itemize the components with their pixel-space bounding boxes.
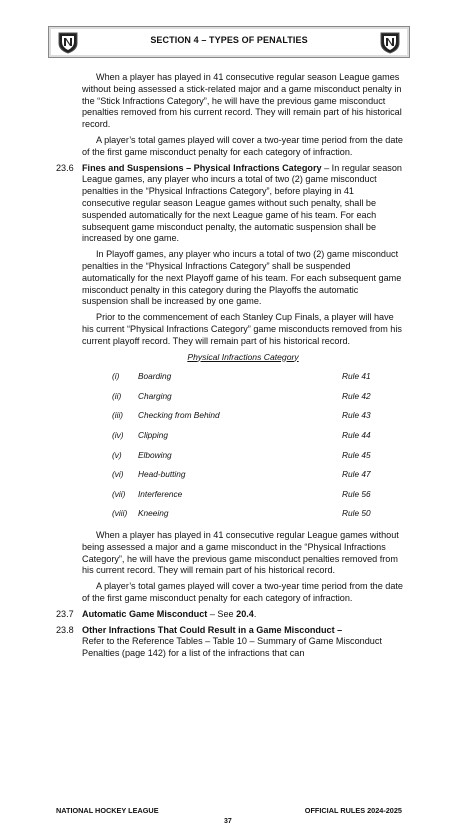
section-header: [48, 26, 410, 58]
section-23-8: [56, 625, 404, 660]
rule-reference: Rule 41: [342, 371, 371, 382]
rule-name: Elbowing: [138, 449, 172, 460]
page-number: 37: [224, 818, 232, 825]
section-number: 23.8: [56, 624, 74, 635]
rule-numeral: (i): [112, 371, 120, 382]
section-intro: In regular season League games, any player who incurs a total of two (2) game misconduct penalties in the “Physical Infractions Category”, before playing in 41 consecutive regular season League games without such penalty, shall be suspended automatically for the next League game of his team. For each subsequent game misconduct penalty, the automatic suspension shall be increased by one game.: [82, 162, 402, 244]
paragraph: In Playoff games, any player who incurs a total of two (2) game misconduct penalties in the “Physical Infractions Category” shall be suspended automatically for the next Playoff game of his team. For each subsequent game misconduct penalty in this category during the Playoffs the automatic suspension shall be increased by one game.: [82, 249, 402, 307]
rule-numeral: (iv): [112, 430, 124, 440]
category-title: Physical Infractions Category: [187, 351, 299, 362]
section-title: Automatic Game Misconduct: [82, 608, 208, 619]
section-title: Fines and Suspensions – Physical Infractions Category: [82, 162, 322, 173]
rule-reference: Rule 42: [342, 390, 371, 401]
rule-name: Boarding: [138, 371, 172, 382]
section-text: Refer to the Reference Tables – Table 10 – Summary of Game Misconduct Penalties (page 142) for a list of the infractions that can: [82, 636, 382, 659]
page-content: [56, 72, 404, 664]
rule-numeral: (vii): [112, 488, 126, 499]
rule-name: Head-butting: [138, 469, 186, 480]
rule-item: [112, 426, 382, 446]
rule-list: [112, 367, 382, 524]
nhl-shield-icon: [379, 30, 401, 54]
rule-reference: Rule 45: [342, 449, 371, 460]
rule-reference: Rule 43: [342, 410, 371, 421]
paragraph: A player’s total games played will cover a two-year time period from the date of the first game misconduct penalty for each category of infraction.: [82, 134, 403, 157]
cross-reference: 20.4: [236, 608, 254, 619]
rule-numeral: (viii): [112, 508, 128, 519]
rule-name: Clipping: [138, 430, 168, 440]
rule-item: [112, 387, 382, 407]
title-dash: –: [321, 162, 332, 173]
section-number: 23.6: [56, 162, 74, 173]
rule-item: [112, 465, 382, 485]
paragraph: When a player has played in 41 consecutive regular season League games without being assessed a stick-related major and a game misconduct penalty in the “Stick Infractions Category”, he will have the previous game misconduct penalties removed from his current record. They will remain part of his historical record.: [82, 72, 402, 130]
rule-reference: Rule 47: [342, 469, 371, 480]
section-23-7: [56, 609, 404, 621]
footer-left: NATIONAL HOCKEY LEAGUE: [56, 806, 159, 815]
rule-numeral: (v): [112, 449, 122, 460]
rule-item: [112, 504, 382, 524]
rule-name: Charging: [138, 390, 172, 401]
rule-name: Kneeing: [138, 508, 169, 519]
rule-numeral: (vi): [112, 469, 124, 480]
rule-numeral: (iii): [112, 410, 124, 421]
rule-name: Checking from Behind: [138, 410, 220, 421]
rule-name: Interference: [138, 488, 183, 499]
paragraph: Prior to the commencement of each Stanley Cup Finals, a player will have his current “Physical Infractions Category” game misconducts removed from his current playoff record. They will remain part of his historical record.: [82, 312, 402, 346]
section-23-6: [56, 163, 404, 246]
rule-reference: Rule 44: [342, 430, 371, 440]
footer-right: OFFICIAL RULES 2024-2025: [304, 806, 402, 815]
rule-item: [112, 446, 382, 466]
header-title: SECTION 4 – TYPES OF PENALTIES: [150, 35, 308, 45]
section-text: – See: [207, 608, 237, 619]
page-footer: [56, 806, 402, 815]
rule-item: [112, 367, 382, 387]
rule-numeral: (ii): [112, 390, 122, 401]
paragraph: A player’s total games played will cover a two-year time period from the date of the first game misconduct penalty for each category of infraction.: [82, 581, 403, 604]
paragraph: When a player has played in 41 consecutive regular League games without being assessed a major and a game misconduct in the “Physical Infractions Category”, he will have the previous game misconduct penalties removed from his current record. They will remain part of his historical record.: [82, 530, 399, 576]
section-title: Other Infractions That Could Result in a Game Misconduct –: [82, 624, 343, 635]
rule-reference: Rule 50: [342, 508, 371, 519]
section-number: 23.7: [56, 608, 74, 619]
rule-item: [112, 407, 382, 427]
rule-item: [112, 485, 382, 505]
rule-reference: Rule 56: [342, 488, 371, 499]
period: .: [253, 608, 257, 619]
